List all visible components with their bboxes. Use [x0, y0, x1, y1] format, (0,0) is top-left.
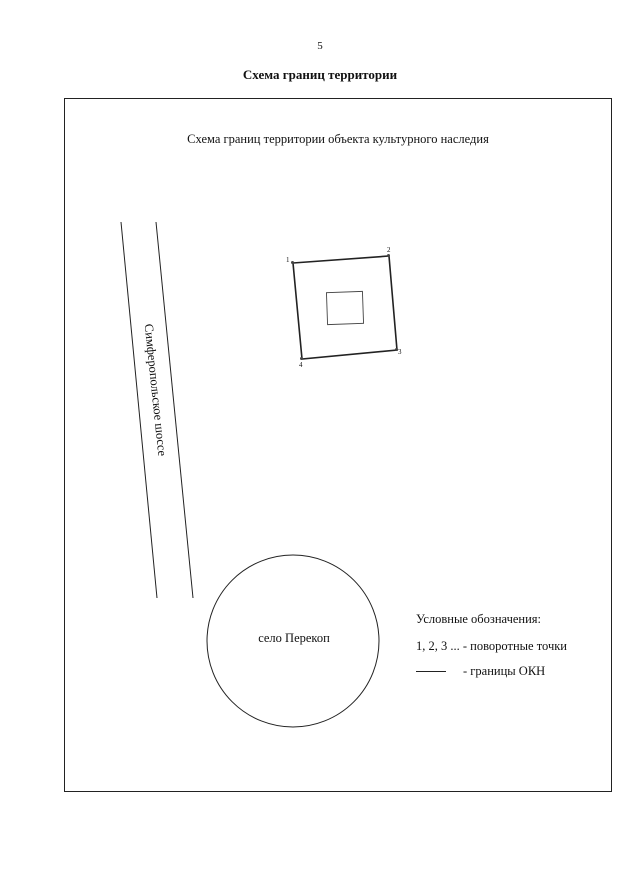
- turn-point-label-3: 3: [398, 348, 402, 356]
- turn-point-marker-1: [291, 261, 294, 264]
- turn-point-label-2: 2: [387, 246, 391, 254]
- turn-point-label-1: 1: [286, 256, 290, 264]
- road-label-text: Симферопольское шоссе: [141, 323, 170, 457]
- turn-point-marker-4: [300, 357, 303, 360]
- turn-point-label-4: 4: [299, 361, 303, 369]
- village-label: село Перекоп: [258, 631, 330, 645]
- legend-boundary-line-sample: [416, 671, 446, 672]
- legend-title: Условные обозначения:: [416, 612, 542, 626]
- page-number: 5: [317, 40, 323, 52]
- building-outline: [326, 291, 363, 324]
- legend-points-entry: 1, 2, 3 ... - поворотные точки: [416, 639, 568, 653]
- legend-boundary-entry: - границы ОКН: [463, 664, 546, 678]
- turn-point-marker-2: [387, 254, 390, 257]
- okn-boundary: [293, 256, 397, 359]
- scheme-caption: Схема границ территории объекта культурного наследия: [187, 132, 489, 146]
- page-title: Схема границ территории: [242, 67, 398, 82]
